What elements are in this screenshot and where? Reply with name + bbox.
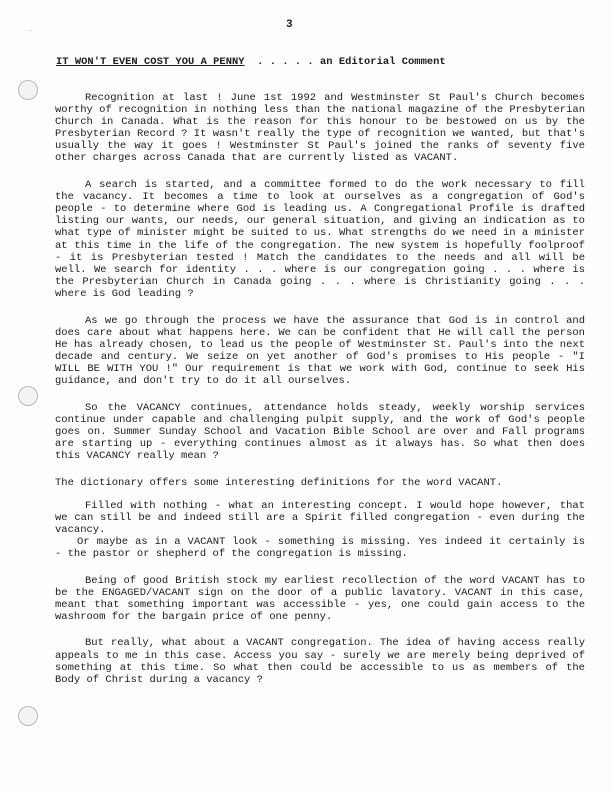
paragraph-recognition: Recognition at last ! June 1st 1992 and Westminster St Paul's Church becomes worthy of recognition in nothing less than the national magazine of the Presbyterian Church in Canada. What is the reason for this honour to be bestowed on us by the Presbyterian Record ? It wasn't really the type of recognition we wanted, but that's usually the way it goes ! Westminster St Paul's joined the ranks of seventy five other charges across Canada that are currently listed as VACANT. <box>55 92 585 165</box>
title-subtitle: an Editorial Comment <box>320 56 446 68</box>
editorial-title <box>56 56 576 68</box>
title-dots: . . . . . <box>244 56 320 68</box>
paragraph-vacant-congregation: But really, what about a VACANT congregation. The idea of having access really appeals to me in this case. Access you say - surely we are merely being deprived of something at this time. So what then could be accessible to us as members of the Body of Christ during a vacancy ? <box>55 637 585 686</box>
paragraph-british-stock: Being of good British stock my earliest recollection of the word VACANT has to be the ENGAGED/VACANT sign on the door of a public lavatory. VACANT in this case, meant that something important was accessible - yes, one could gain access to the washroom for the bargain price of one penny. <box>55 574 585 623</box>
paragraph-assurance: As we go through the process we have the assurance that God is in control and does care about what happens here. We can be confident that He will call the person He has already chosen, to lead us the people of Westminster St. Paul's into the next decade and century. We seize on yet another of God's promises to His people - "I WILL BE WITH YOU !" Our requirement is that we work with God, continue to seek His guidance, and don't try to do it all ourselves. <box>55 314 585 387</box>
paragraph-vacant-look: Or maybe as in a VACANT look - something is missing. Yes indeed it certainly is - the pastor or shepherd of the congregation is missing. <box>55 535 585 560</box>
paragraph-filled-with-nothing: Filled with nothing - what an interesting concept. I would hope however, that we can still be and indeed still are a Spirit filled congregation - even during the vacancy. <box>55 499 585 536</box>
corner-mark: ` <box>28 30 33 39</box>
paragraph-dictionary: The dictionary offers some interesting definitions for the word VACANT. <box>55 476 503 489</box>
page-number: 3 <box>286 19 293 31</box>
binder-hole-bottom <box>18 706 38 726</box>
binder-hole-middle <box>18 386 38 406</box>
paragraph-search: A search is started, and a committee formed to do the work necessary to fill the vacancy. It becomes a time to look at ourselves as a congregation of God's people - to determine where God is leading us. A Congregational Profile is drafted listing our wants, our needs, our general situation, and giving an indication as to what type of minister might be suited to us. What strengths do we need in a minister at this time in the life of the congregation. The new system is hopefully foolproof - it is Presbyterian tested ! Match the candidates to the needs and all will be well. We search for identity . . . where is our congregation going . . . where is the Presbyterian Church in Canada going . . . where is Christianity going . . . where is God leading ? <box>55 179 585 300</box>
paragraph-vacancy-continues: So the VACANCY continues, attendance holds steady, weekly worship services continue under capable and challenging pulpit supply, and the work of God's people goes on. Summer Sunday School and Vacation Bible School are over and Fall programs are starting up - everything continues almost as it always has. So what then does this VACANCY really mean ? <box>55 401 585 462</box>
title-main: IT WON'T EVEN COST YOU A PENNY <box>56 56 245 68</box>
binder-hole-top <box>18 80 38 100</box>
editorial-body <box>55 92 585 700</box>
